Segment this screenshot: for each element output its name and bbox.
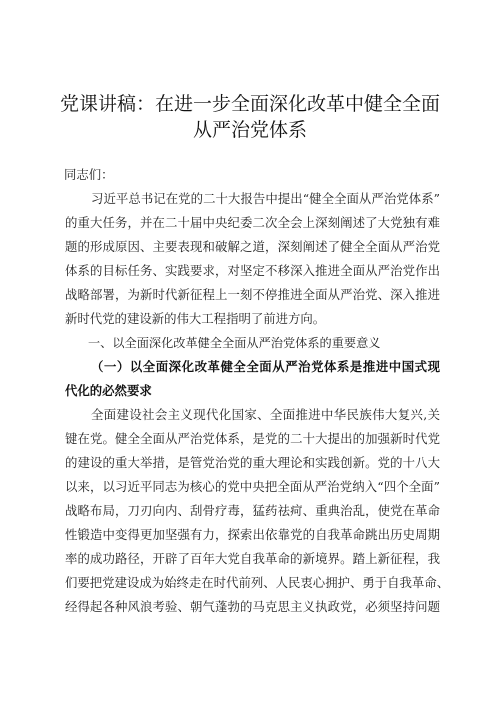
paragraph-1-line-3: 题的形成原因、主要表现和破解之道，深刻阐述了健全全面从严治党 [65, 239, 440, 254]
section-heading-1: 一、以全面深化改革健全全面从严治党体系的重要意义 [88, 336, 381, 350]
paragraph-2-line-3: 的建设的重大举措，是管党治党的重大理论和实践创新。党的十八大 [65, 455, 440, 470]
paragraph-1-line-1: 习近平总书记在党的二十大报告中提出“健全全面从严治党体系” [91, 191, 440, 206]
paragraph-2-line-8: 们要把党建设成为始终走在时代前列、人民衷心拥护、勇于自我革命、 [65, 575, 450, 590]
paragraph-2-line-5: 战略布局，刀刃向内、刮骨疗毒，猛药祛疴、重典治乱，使党在革命 [65, 503, 440, 518]
greeting: 同志们： [64, 167, 114, 182]
paragraph-2-line-4: 以来，以习近平同志为核心的党中央把全面从严治党纳入“四个全面” [65, 479, 440, 494]
document-title-line-1: 党课讲稿：在进一步全面深化改革中健全全面 [59, 93, 440, 115]
paragraph-2-line-2: 键在党。健全全面从严治党体系，是党的二十大提出的加强新时代党 [65, 431, 440, 446]
paragraph-1-line-4: 体系的目标任务、实践要求，对坚定不移深入推进全面从严治党作出 [65, 263, 440, 278]
paragraph-1-line-5: 战略部署，为新时代新征程上一刻不停推进全面从严治党、深入推进 [65, 287, 440, 302]
document-title-line-2: 从严治党体系 [192, 119, 307, 141]
paragraph-2-line-7: 率的成功路径，开辟了百年大党自我革命的新境界。踏上新征程，我 [65, 551, 440, 566]
paragraph-2-line-6: 性锻造中变得更加坚强有力，探索出依靠党的自我革命跳出历史周期 [65, 527, 440, 542]
subsection-heading-1-line-2: 代化的必然要求 [65, 383, 152, 398]
subsection-heading-1-line-1: （一）以全面深化改革健全全面从严治党体系是推进中国式现 [91, 359, 440, 374]
paragraph-2-line-9: 经得起各种风浪考验、朝气蓬勃的马克思主义执政党，必须坚持问题 [65, 599, 440, 614]
paragraph-2-line-1: 全面建设社会主义现代化国家、全面推进中华民族伟大复兴,关 [91, 407, 440, 422]
paragraph-1-line-6: 新时代党的建设新的伟大工程指明了前进方向。 [65, 311, 326, 326]
paragraph-1-line-2: 的重大任务，并在二十届中央纪委二次全会上深刻阐述了大党独有难 [65, 215, 440, 230]
